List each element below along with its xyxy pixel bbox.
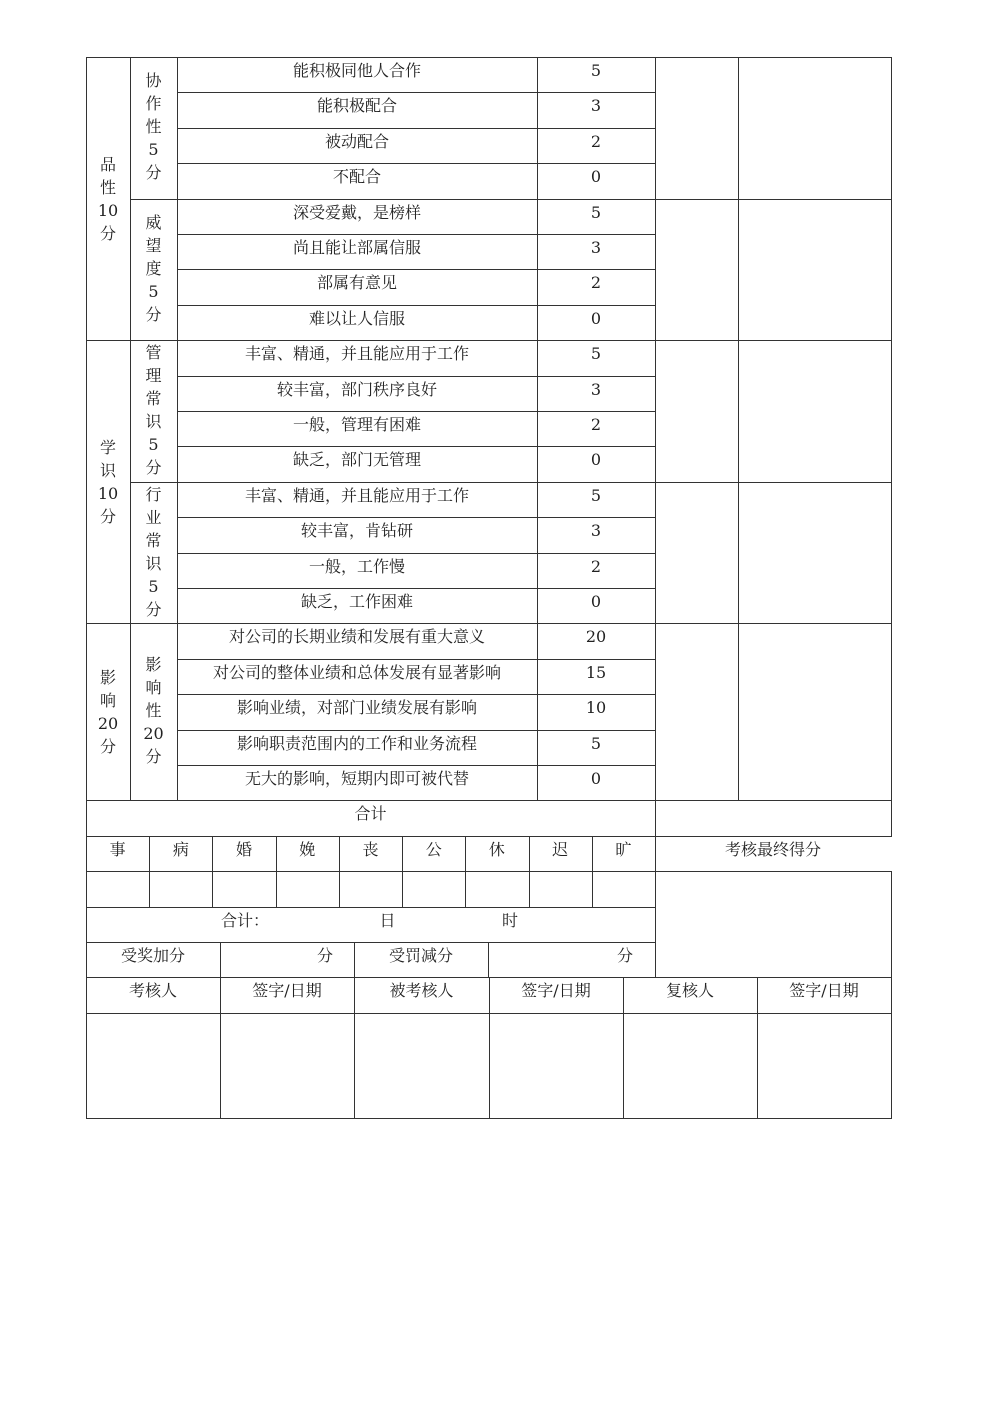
leave-type-header: 旷 bbox=[615, 840, 632, 859]
column-rule bbox=[891, 57, 892, 801]
bonus-deduct-label: 受罚减分 bbox=[388, 946, 453, 965]
leave-column-rule bbox=[465, 836, 466, 908]
leave-type-header: 病 bbox=[172, 840, 189, 859]
column-rule bbox=[891, 871, 892, 978]
criterion-row-divider bbox=[177, 305, 656, 306]
criterion-score: 5 bbox=[590, 486, 602, 505]
subgroup-label: 影 响 性 20 分 bbox=[143, 655, 164, 766]
total-label: 合计 bbox=[354, 804, 387, 823]
table-rule bbox=[655, 800, 656, 837]
subgroup-label: 行 业 常 识 5 分 bbox=[145, 485, 162, 619]
criterion-description: 影响职责范围内的工作和业务流程 bbox=[236, 734, 477, 753]
leave-total-bottom bbox=[86, 942, 656, 943]
subgroup-label: 威 望 度 5 分 bbox=[145, 213, 162, 324]
criterion-description: 丰富、精通，并且能应用于工作 bbox=[244, 486, 469, 505]
criterion-row-divider bbox=[177, 553, 656, 554]
criterion-row-divider bbox=[177, 659, 656, 660]
criterion-description: 无大的影响，短期内即可被代替 bbox=[244, 769, 469, 788]
criterion-score: 20 bbox=[585, 627, 607, 646]
signature-header: 签字/日期 bbox=[521, 981, 591, 1000]
criterion-row-divider bbox=[177, 765, 656, 766]
criterion-score: 0 bbox=[590, 592, 602, 611]
criterion-score: 0 bbox=[590, 769, 602, 788]
criterion-score: 3 bbox=[590, 238, 602, 257]
criterion-score: 3 bbox=[590, 380, 602, 399]
section-divider bbox=[86, 800, 892, 801]
signature-header: 考核人 bbox=[128, 981, 177, 1000]
criterion-description: 难以让人信服 bbox=[308, 309, 405, 328]
subgroup-divider bbox=[130, 482, 892, 483]
signature-header: 签字/日期 bbox=[789, 981, 859, 1000]
criterion-row-divider bbox=[177, 694, 656, 695]
criterion-score: 5 bbox=[590, 203, 602, 222]
criterion-description: 不配合 bbox=[332, 167, 381, 186]
subgroup-label: 管 理 常 识 5 分 bbox=[145, 343, 162, 477]
criterion-score: 2 bbox=[590, 557, 602, 576]
leave-values-bottom bbox=[86, 907, 656, 908]
column-rule bbox=[537, 57, 538, 801]
category-label: 学 识 10 分 bbox=[97, 438, 119, 526]
criterion-score: 5 bbox=[590, 734, 602, 753]
signature-column-rule bbox=[623, 977, 624, 1119]
table-bottom-border bbox=[86, 1118, 892, 1119]
criterion-score: 15 bbox=[585, 663, 607, 682]
leave-column-rule bbox=[276, 836, 277, 908]
criterion-description: 对公司的长期业绩和发展有重大意义 bbox=[228, 627, 485, 646]
final-score-label: 考核最终得分 bbox=[724, 840, 821, 859]
criterion-description: 影响业绩，对部门业绩发展有影响 bbox=[236, 698, 477, 717]
signature-header: 复核人 bbox=[665, 981, 714, 1000]
bonus-add-unit: 分 bbox=[316, 946, 333, 965]
signature-header: 签字/日期 bbox=[252, 981, 322, 1000]
leave-column-rule bbox=[529, 836, 530, 908]
leave-column-rule bbox=[86, 836, 87, 908]
criterion-row-divider bbox=[177, 128, 656, 129]
criterion-score: 10 bbox=[585, 698, 607, 717]
bonus-add-label: 受奖加分 bbox=[120, 946, 185, 965]
leave-type-header: 公 bbox=[425, 840, 442, 859]
leave-type-header: 迟 bbox=[552, 840, 569, 859]
leave-column-rule bbox=[655, 836, 656, 908]
criterion-row-divider bbox=[177, 588, 656, 589]
criterion-description: 尚且能让部属信服 bbox=[292, 238, 421, 257]
leave-type-header: 事 bbox=[109, 840, 126, 859]
leave-column-rule bbox=[339, 836, 340, 908]
criterion-score: 2 bbox=[590, 273, 602, 292]
column-rule bbox=[86, 57, 87, 801]
section-divider bbox=[86, 623, 892, 624]
leave-column-rule bbox=[402, 836, 403, 908]
leave-header-bottom bbox=[86, 871, 892, 872]
criterion-description: 被动配合 bbox=[324, 132, 389, 151]
leave-type-header: 丧 bbox=[362, 840, 379, 859]
criterion-description: 一般，工作慢 bbox=[308, 557, 405, 576]
table-rule bbox=[86, 907, 87, 943]
criterion-description: 深受爱戴，是榜样 bbox=[292, 203, 421, 222]
bonus-column-rule bbox=[220, 942, 221, 978]
leave-type-header: 休 bbox=[488, 840, 505, 859]
criterion-row-divider bbox=[177, 411, 656, 412]
leave-total-label: 合计： bbox=[220, 911, 269, 930]
signature-column-rule bbox=[891, 977, 892, 1119]
section-divider bbox=[86, 340, 892, 341]
criterion-score: 2 bbox=[590, 132, 602, 151]
criterion-description: 能积极同他人合作 bbox=[292, 61, 421, 80]
signature-column-rule bbox=[354, 977, 355, 1119]
subgroup-divider bbox=[130, 199, 892, 200]
criterion-description: 较丰富，肯钻研 bbox=[300, 521, 413, 540]
criterion-score: 5 bbox=[590, 344, 602, 363]
criterion-description: 较丰富，部门秩序良好 bbox=[276, 380, 437, 399]
criterion-row-divider bbox=[177, 163, 656, 164]
column-rule bbox=[130, 57, 131, 801]
bonus-column-rule bbox=[488, 942, 489, 978]
category-label: 品 性 10 分 bbox=[97, 155, 119, 243]
table-rule bbox=[891, 800, 892, 837]
criterion-score: 0 bbox=[590, 450, 602, 469]
leave-column-rule bbox=[592, 836, 593, 908]
bonus-column-rule bbox=[354, 942, 355, 978]
table-top-border bbox=[86, 57, 892, 58]
criterion-description: 丰富、精通，并且能应用于工作 bbox=[244, 344, 469, 363]
signature-column-rule bbox=[86, 977, 87, 1119]
bonus-deduct-unit: 分 bbox=[616, 946, 633, 965]
category-label: 影 响 20 分 bbox=[97, 668, 119, 756]
criterion-row-divider bbox=[177, 92, 656, 93]
criterion-description: 能积极配合 bbox=[316, 96, 397, 115]
criterion-row-divider bbox=[177, 517, 656, 518]
signature-column-rule bbox=[757, 977, 758, 1119]
leave-type-header: 婚 bbox=[236, 840, 253, 859]
criterion-description: 部属有意见 bbox=[316, 273, 397, 292]
criterion-score: 0 bbox=[590, 167, 602, 186]
column-rule bbox=[177, 57, 178, 801]
leave-total-hour: 时 bbox=[501, 911, 518, 930]
bonus-column-rule bbox=[86, 942, 87, 978]
criterion-description: 缺乏，工作困难 bbox=[300, 592, 413, 611]
criterion-score: 0 bbox=[590, 309, 602, 328]
signature-column-rule bbox=[220, 977, 221, 1119]
column-rule bbox=[655, 57, 656, 801]
table-rule bbox=[655, 907, 656, 943]
criterion-row-divider bbox=[177, 730, 656, 731]
leave-total-day: 日 bbox=[379, 911, 396, 930]
criterion-row-divider bbox=[177, 446, 656, 447]
criterion-row-divider bbox=[177, 234, 656, 235]
table-rule bbox=[86, 800, 87, 837]
total-row-bottom bbox=[86, 836, 892, 837]
criterion-score: 5 bbox=[590, 61, 602, 80]
criterion-description: 一般，管理有困难 bbox=[292, 415, 421, 434]
signature-header: 被考核人 bbox=[389, 981, 454, 1000]
leave-type-header: 娩 bbox=[299, 840, 316, 859]
leave-column-rule bbox=[149, 836, 150, 908]
leave-column-rule bbox=[212, 836, 213, 908]
criterion-description: 缺乏，部门无管理 bbox=[292, 450, 421, 469]
criterion-row-divider bbox=[177, 269, 656, 270]
criterion-row-divider bbox=[177, 376, 656, 377]
criterion-score: 3 bbox=[590, 96, 602, 115]
criterion-score: 3 bbox=[590, 521, 602, 540]
bonus-column-rule bbox=[655, 942, 656, 978]
subgroup-label: 协 作 性 5 分 bbox=[145, 71, 162, 182]
criterion-description: 对公司的整体业绩和总体发展有显著影响 bbox=[212, 663, 501, 682]
criterion-score: 2 bbox=[590, 415, 602, 434]
signature-column-rule bbox=[489, 977, 490, 1119]
column-rule bbox=[738, 57, 739, 801]
